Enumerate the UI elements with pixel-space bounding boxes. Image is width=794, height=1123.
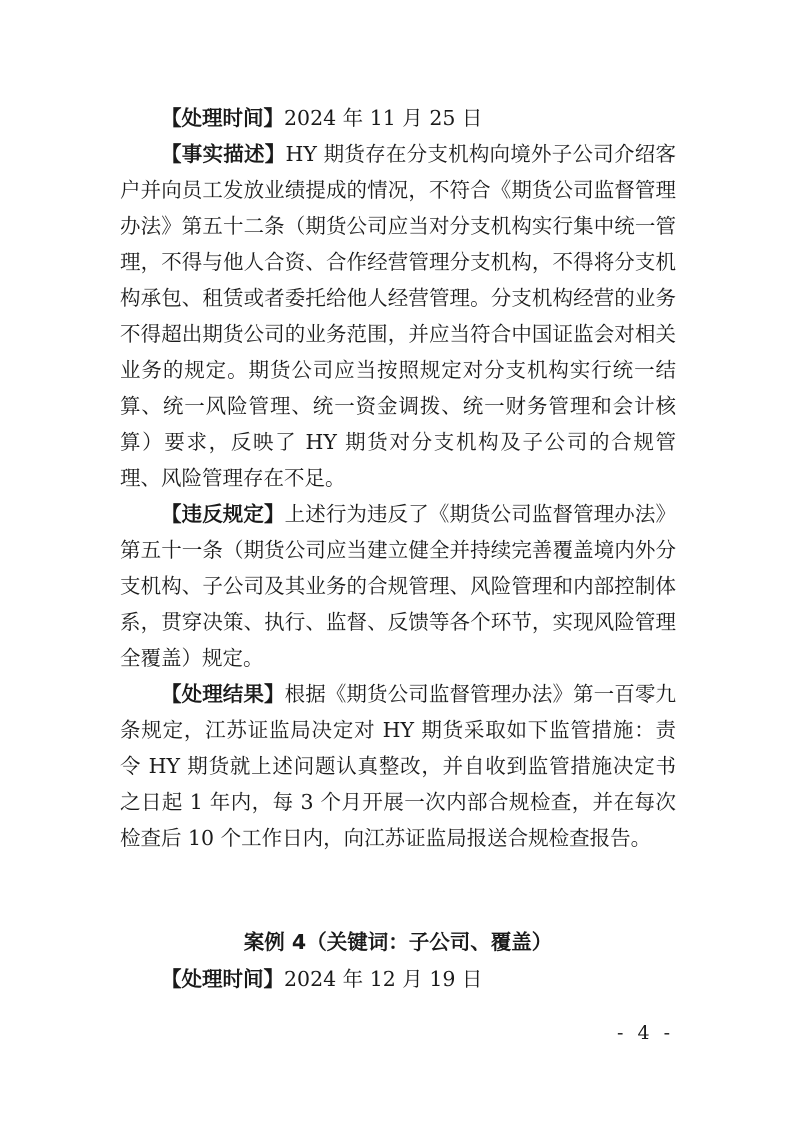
result-text: 根据《期货公司监督管理办法》第一百零九条规定，江苏证监局决定对 HY 期货采取如下监管措施：责令 HY 期货就上述问题认真整改，并自收到监管措施决定书之日起 1 年内，每 3 个月开展一次内部合规检查，并在每次检查后 10 个工作日内，向江苏证监局报送合规检查报告。 <box>120 682 676 850</box>
violation-label: 【违反规定】 <box>161 502 285 526</box>
case-4-processing-time-label: 【处理时间】 <box>161 967 284 991</box>
result-label: 【处理结果】 <box>161 682 285 706</box>
fact-description-text: HY 期货存在分支机构向境外子公司介绍客户并向员工发放业绩提成的情况，不符合《期货公司监督管理办法》第五十二条（期货公司应当对分支机构实行集中统一管理，不得与他人合资、合作经营管理分支机构，不得将分支机构承包、租赁或者委托给他人经营管理。分支机构经营的业务不得超出期货公司的业务范围，并应当符合中国证监会对相关业务的规定。期货公司应当按照规定对分支机构实行统一结算、统一风险管理、统一资金调拨、统一财务管理和会计核算）要求，反映了 HY 期货对分支机构及子公司的合规管理、风险管理存在不足。 <box>120 142 676 490</box>
case-4-body <box>120 961 676 997</box>
processing-time-label: 【处理时间】 <box>161 106 284 130</box>
fact-description-paragraph <box>120 136 676 496</box>
case-4-title: 案例 4（关键词：子公司、覆盖） <box>243 930 553 954</box>
violation-text: 上述行为违反了《期货公司监督管理办法》第五十一条（期货公司应当建立健全并持续完善覆盖境内外分支机构、子公司及其业务的合规管理、风险管理和内部控制体系，贯穿决策、执行、监督、反馈等各个环节，实现风险管理全覆盖）规定。 <box>120 502 676 670</box>
processing-time-paragraph <box>120 100 676 136</box>
case-3-body <box>120 100 676 856</box>
violation-paragraph <box>120 496 676 676</box>
fact-description-label: 【事实描述】 <box>161 142 286 166</box>
case-4-processing-time-value: 2024 年 12 月 19 日 <box>284 967 483 991</box>
result-paragraph <box>120 676 676 856</box>
case-4-processing-time-paragraph <box>120 961 676 997</box>
page-number: - 4 - <box>616 1022 674 1044</box>
processing-time-value: 2024 年 11 月 25 日 <box>284 106 483 130</box>
